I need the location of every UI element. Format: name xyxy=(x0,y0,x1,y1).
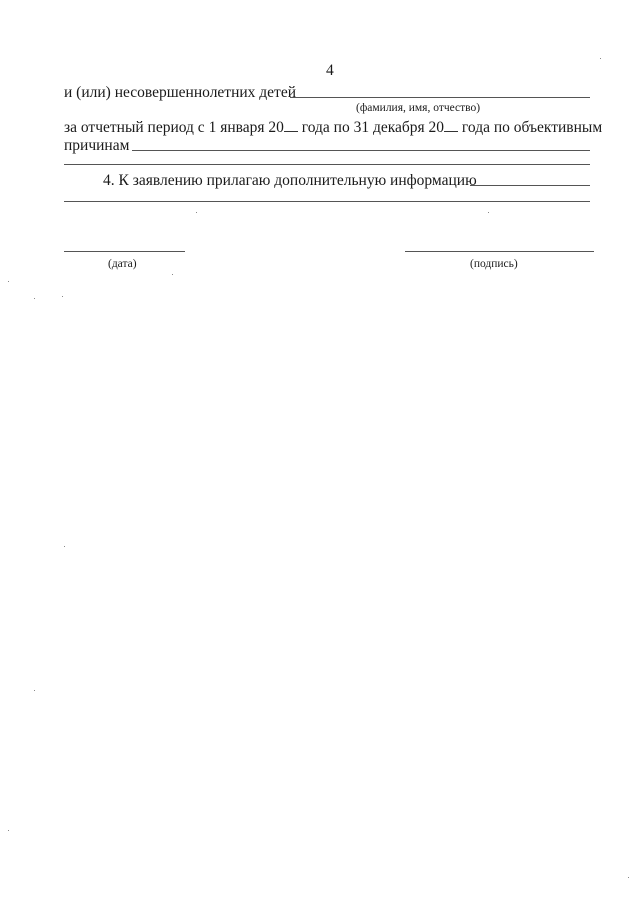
scan-speck xyxy=(64,546,65,547)
signature-caption: (подпись) xyxy=(470,258,518,270)
additional-info-continuation-line xyxy=(64,201,590,202)
reporting-period-line xyxy=(64,119,602,137)
reporting-period-part2: года по 31 декабря 20 xyxy=(297,119,445,136)
reporting-period-part1: за отчетный период с 1 января 20 xyxy=(64,119,284,136)
scan-speck xyxy=(600,58,601,59)
scan-speck xyxy=(488,212,489,213)
signature-blank-line xyxy=(405,251,594,252)
date-caption: (дата) xyxy=(108,258,137,270)
scan-speck xyxy=(196,212,197,213)
year-end-blank xyxy=(444,119,458,132)
date-blank-line xyxy=(64,251,185,252)
scan-speck xyxy=(34,298,35,299)
scan-speck xyxy=(62,296,63,297)
additional-info-label: 4. К заявлению прилагаю дополнительную информацию xyxy=(103,172,477,189)
fio-caption: (фамилия, имя, отчество) xyxy=(356,102,481,114)
page-number: 4 xyxy=(326,62,334,79)
reasons-blank-line xyxy=(132,150,590,151)
year-start-blank xyxy=(284,119,298,132)
reasons-label: причинам xyxy=(64,137,130,154)
scan-speck xyxy=(8,830,9,831)
minor-children-label: и (или) несовершеннолетних детей xyxy=(64,84,297,101)
fio-blank-line xyxy=(290,97,590,98)
additional-info-blank-line xyxy=(470,185,590,186)
scan-speck xyxy=(172,274,173,275)
reasons-continuation-line xyxy=(64,164,590,165)
reporting-period-part3: года по объективным xyxy=(458,119,603,136)
scan-speck xyxy=(34,690,35,691)
scan-speck xyxy=(628,877,629,878)
scan-speck xyxy=(8,281,9,282)
